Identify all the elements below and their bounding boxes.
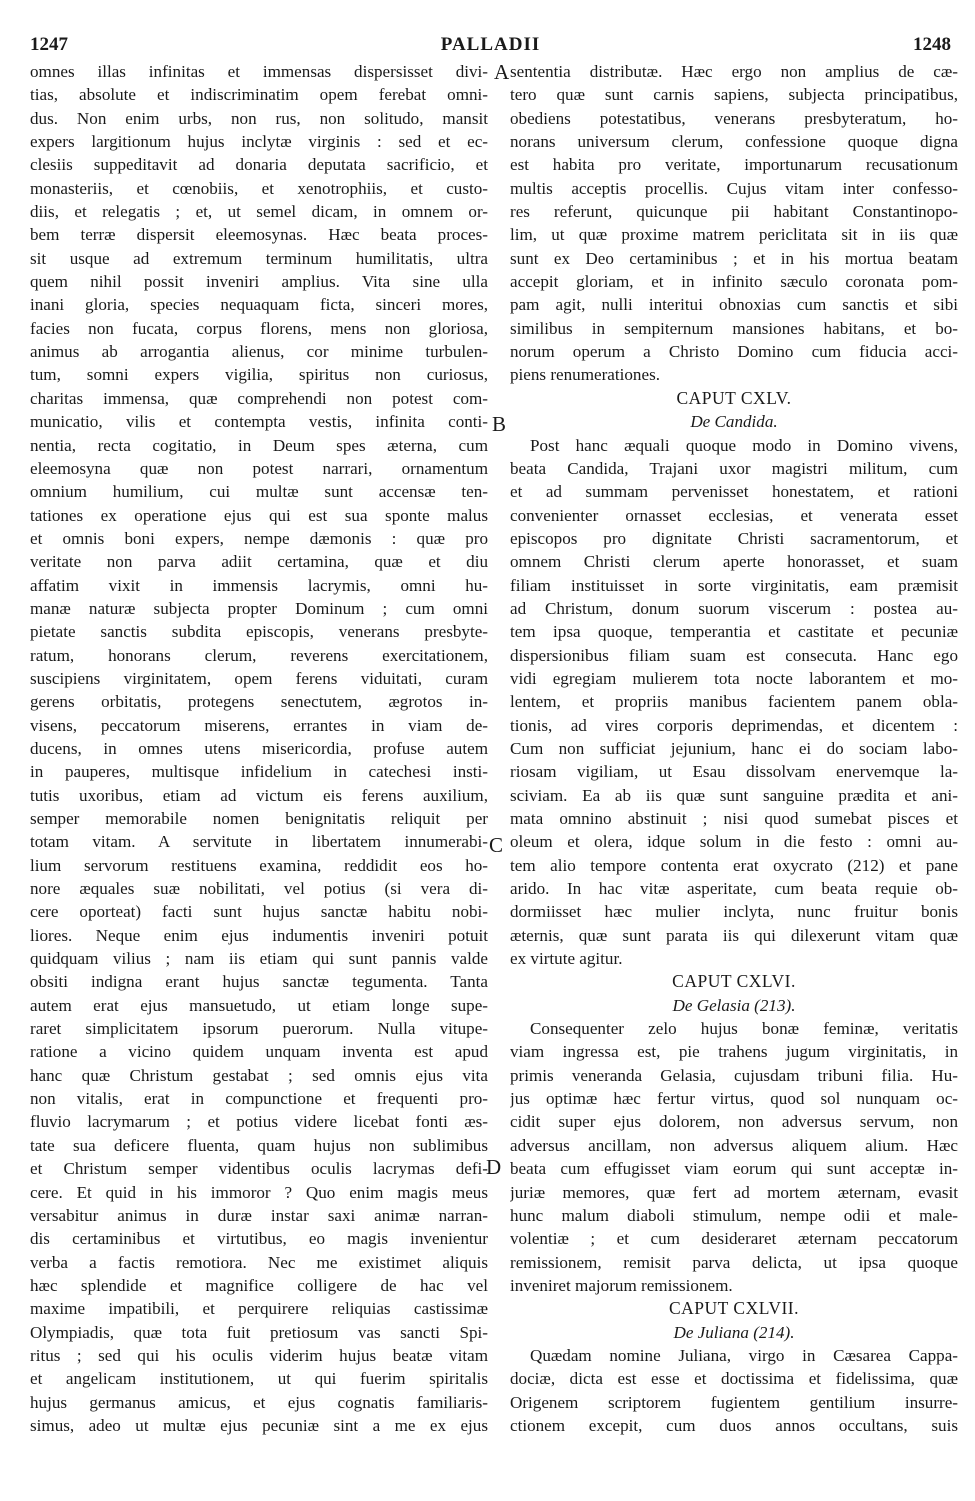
text-line: eleemosyna quæ non potest narrari, ornamentum: [30, 458, 488, 478]
running-title: PALLADII: [440, 34, 541, 55]
text-line: obsiti indigna erant hujus sanctæ tegumenta. Tanta: [30, 972, 488, 992]
text-line: arido. In hac vitæ asperitate, cum beata requie ob-: [510, 879, 958, 899]
text-line: et angelicam institutionem, ut qui fuerim spiritalis: [30, 1369, 488, 1389]
text-line: ad Christum, donum suorum viscerum : postea au-: [510, 598, 958, 618]
text-line: ratum, honorans clerum, reverens exercitationem,: [30, 645, 488, 665]
text-line: quem nihil possit inveniri amplius. Vita sine ulla: [30, 272, 488, 292]
text-line: totam vitam. A servitute in libertatem innumerabi-: [30, 832, 488, 852]
text-line: beata cum effugisset viam eorum qui sunt acceptæ in-: [510, 1159, 958, 1179]
text-line: bem terræ dispersit eleemosynas. Hæc beata proces-: [30, 225, 488, 245]
text-line: pietate sanctis subdita episcopis, venerans presbyte-: [30, 622, 488, 642]
text-line: nentia, recta cogitatio, in Deum spes æterna, cum: [30, 435, 488, 455]
text-line: gerens orbitatis, protegens senectutem, ægrotos in-: [30, 692, 488, 712]
text-line: accepit gloriam, et in infinito sæculo coronata pom-: [510, 272, 958, 292]
text-line: simus, adeo ut multæ ejus pecuniæ sint a me ex ejus: [30, 1415, 488, 1435]
text-line: Olympiadis, quæ tota fuit pretiosum vas sancti Spi-: [30, 1322, 488, 1342]
text-line: municatio, vilis et contempta vestis, infinita conti-: [30, 412, 488, 432]
chapter-heading: CAPUT CXLVII.: [669, 1298, 799, 1319]
text-line: affatim vixit in immensis lacrymis, omni hu-: [30, 575, 488, 595]
text-line: tum, somni expers vigilia, spiritus non curiosus,: [30, 365, 488, 385]
chapter-subtitle: De Gelasia (213).: [672, 995, 796, 1015]
text-line: inani gloria, species nequaquam ficta, sinceri mores,: [30, 295, 488, 315]
text-line: quidquam vilius ; nam iis etiam qui sunt pannis valde: [30, 949, 488, 969]
text-line: est habita pro veritate, importunarum recusationum: [510, 155, 958, 175]
chapter-subtitle: De Candida.: [690, 412, 778, 432]
text-line: verba a factis remotiora. Nec me existimet aliquis: [30, 1252, 488, 1272]
text-line: tionis, ad vires corporis deprimendas, et dicentem :: [510, 715, 958, 735]
text-line: ctionem excepit, cum duos annos occultans, suis: [510, 1415, 958, 1435]
chapter-heading: CAPUT CXLVI.: [672, 971, 796, 992]
text-line: dormiisset hæc mulier inclyta, nunc fruitur bonis: [510, 902, 958, 922]
text-line: res referunt, quicunque pii habitant Constantinopo-: [510, 202, 958, 222]
text-line: dus. Non enim urbs, non rus, non solitudo, mansit: [30, 108, 488, 128]
text-line: multis acceptis procellis. Cujus vitam inter confesso-: [510, 178, 958, 198]
text-line: Quædam nomine Juliana, virgo in Cæsarea Cappa-: [530, 1345, 958, 1365]
section-marker-c: C: [489, 833, 504, 857]
text-line: cere. Et quid in his immoror ? Quo enim magis meus: [30, 1182, 488, 1202]
text-line: Post hanc æquali quoque modo in Domino vivens,: [530, 435, 958, 455]
text-line: et ad summam pervenisset honestatem, et rationi: [510, 482, 958, 502]
text-line: omnem Christi clerum aperte honorasset, et suam: [510, 552, 958, 572]
text-line: liores. Neque enim ejus indumentis inveniri potuit: [30, 925, 488, 945]
page-number-right: 1248: [913, 34, 951, 55]
text-line: expers largitionum hujus inclytæ virginis : sed et ec-: [30, 132, 488, 152]
text-line: mata omnino abstinuit ; nisi quod sumebat pisces et: [510, 809, 958, 828]
chapter-heading: CAPUT CXLV.: [676, 387, 792, 408]
text-line: autem erat ejus mansuetudo, ut etiam longe supe-: [30, 995, 488, 1015]
text-line: Consequenter zelo hujus bonæ feminæ, veritatis: [530, 1019, 958, 1039]
text-line: raret simplicitatem ipsorum puerorum. Nulla vitupe-: [30, 1019, 488, 1039]
text-line: vidi egregiam mulierem tota nocte laborantem et mo-: [510, 668, 958, 688]
text-line: viam ingressa est, pie trahens jugum virginitatis, in: [510, 1042, 958, 1062]
text-line: diis, et relegatis ; et, ut semel dicam, in omnem or-: [30, 202, 488, 222]
text-line: obediens potestatibus, venerans presbyteratum, ho-: [510, 108, 958, 128]
text-line: hunc malum diaboli stimulum, nempe odii et male-: [510, 1205, 958, 1225]
text-line: adversus ancillam, non adversus aliquem alium. Hæc: [510, 1135, 958, 1155]
text-line: ritus ; sed qui his oculis viderim hujus beatæ vitam: [30, 1345, 488, 1365]
text-line: nore æquales suæ nobilitati, vel potius (si vera di-: [30, 879, 488, 899]
section-marker-a: A: [494, 60, 510, 84]
text-line: fluvio lacrymarum ; et potius videre licebat fonti æs-: [30, 1112, 488, 1132]
text-line: tias, absolute et indiscriminatim opem ferebat omni-: [30, 85, 488, 105]
text-line: jus optimæ hæc fertur virtus, quod sol nunquam oc-: [510, 1089, 958, 1109]
text-line: charitas immensa, quæ comprehendi non potest com-: [30, 388, 488, 408]
text-line: in pauperes, multisque infidelium in catechesi insti-: [30, 762, 488, 782]
text-line: primis veneranda Gelasia, cujusdam tribuni filia. Hu-: [510, 1065, 958, 1085]
text-line: non vitalis, erat in compunctione et frequenti pro-: [30, 1089, 488, 1109]
text-line: hanc quæ Christum gestabat ; sed omnis ejus vita: [30, 1065, 488, 1085]
text-line: oleum et olera, idque solum in die festo : omni au-: [510, 832, 958, 852]
text-line: tationes ex operatione ejus qui est sua sponte malus: [30, 505, 488, 525]
text-line: beata Candida, Trajani uxor magistri militum, cum: [510, 458, 958, 478]
text-line: maxime impatibili, et perquirere reliquias castissimæ: [30, 1299, 488, 1319]
text-line: dispersionibus filiam suam est consecuta. Hanc ego: [510, 645, 958, 665]
text-line: juriæ memores, quæ fert ad mortem æternam, evasit: [510, 1182, 958, 1202]
text-line: clesiis suppeditavit ad donaria deputata sacrificio, et: [30, 155, 488, 175]
text-line: ex virtute agitur.: [510, 949, 623, 969]
text-line: et Christum semper videntibus oculis lacrymas defi-: [30, 1159, 488, 1179]
text-line: versabitur animus in duræ instar saxi animæ narran-: [30, 1205, 488, 1225]
text-line: filiam instituisset in sorte virginitatis, eam præmisit: [510, 575, 958, 595]
left-column: [30, 60, 488, 1437]
text-line: tutis uxoribus, etiam ad victum eis ferens auxilium,: [30, 785, 488, 805]
section-marker-d: D: [486, 1155, 502, 1179]
section-marker-b: B: [492, 412, 507, 436]
text-line: episcopos pro dignitate Christi sacramentorum, et: [510, 528, 958, 548]
text-line: cere oporteat) facti sunt hujus sanctæ habitu nobi-: [30, 902, 488, 922]
text-line: norans universum clerum, confessione quoque digna: [510, 132, 958, 152]
text-line: semper memorabile nomen benignitatis reliquit per: [30, 809, 488, 828]
text-line: hæc splendide et magnifice colligere de hac vel: [30, 1275, 488, 1295]
text-line: sententia distributæ. Hæc ergo non amplius de cæ-: [510, 62, 958, 81]
text-line: tero quæ sunt carnis sapiens, subjecta principatibus,: [510, 85, 958, 105]
text-line: lim, ut quæ proxime matrem periclitata sit in iis quæ: [510, 225, 958, 245]
text-line: Origenem scriptorem fugientem gentilium insurre-: [510, 1392, 958, 1412]
text-line: dociæ, dicta est esse et doctissima et fidelissima, quæ: [510, 1369, 958, 1389]
text-line: ducens, in omnes utens misericordia, profuse autem: [30, 738, 488, 758]
right-column: [510, 60, 958, 1437]
text-line: sciviam. Ea ab iis quæ sunt sanguine prædita et ani-: [510, 785, 958, 805]
text-line: manæ naturæ subjecta propter Dominum ; cum omni: [30, 598, 488, 618]
text-line: cidit super ejus dolorem, non adversus servum, non: [510, 1112, 958, 1132]
text-line: visens, peccatorum miserens, errantes in viam de-: [30, 715, 488, 735]
chapter-subtitle: De Juliana (214).: [673, 1322, 795, 1342]
text-line: ratione a vicino quidem unquam inventa est apud: [30, 1042, 488, 1062]
text-line: et omnis boni expers, nempe dæmonis : quæ pro: [30, 528, 488, 548]
text-line: monasteriis, et cœnobiis, et xenotrophiis, et custo-: [30, 178, 488, 198]
text-line: dis certaminibus et virtutibus, eo magis invenientur: [30, 1229, 488, 1249]
text-line: tem alio tempore contenta erat oxycrato (212) et pane: [510, 855, 958, 875]
text-line: lium servorum restituens examina, reddidit eos ho-: [30, 855, 488, 875]
text-line: tem ipsa quoque, temperantia et castitate et pecuniæ: [510, 622, 958, 642]
text-line: lentem, et propriis manibus facientem panem obla-: [510, 692, 958, 712]
text-line: veritate non parva adiit certamina, quæ et diu: [30, 552, 488, 572]
text-line: omnium humilium, cui multæ sunt accensæ ten-: [30, 482, 488, 502]
text-line: similibus in sempiternum mansiones habitans, et bo-: [510, 318, 958, 338]
page-number-left: 1247: [30, 34, 68, 55]
text-line: remissionem, remisit parva delicta, ut ipsa quoque: [510, 1252, 958, 1272]
text-line: sit usque ad extremum terminum humilitatis, ultra: [30, 248, 488, 268]
text-line: sunt ex Deo certaminibus ; et in his mortua beatam: [510, 248, 958, 268]
text-line: animus ab arrogantia alienus, cor minime turbulen-: [30, 342, 488, 362]
text-line: Cum non sufficiat jejunium, hanc ei do sociam labo-: [510, 738, 958, 758]
text-line: tate sua deficere fluenta, quam hujus non sublimibus: [30, 1135, 488, 1155]
text-line: volentiæ ; et cum desideraret æternam peccatorum: [510, 1229, 958, 1249]
text-line: suscipiens virginitatem, opem ferens viduitati, curam: [30, 668, 488, 688]
text-line: piens renumerationes.: [510, 365, 660, 385]
text-line: hujus germanus amicus, et ejus cognatis familiaris-: [30, 1392, 488, 1412]
text-line: inveniret majorum remissionem.: [510, 1275, 733, 1295]
text-line: pam agit, nulli interitui obnoxias cum sanctis et sibi: [510, 295, 958, 315]
text-line: æternis, quæ sunt parata iis qui dilexerunt vitam quæ: [510, 925, 958, 945]
text-line: facies non fucata, corpus florens, mens non gloriosa,: [30, 318, 488, 338]
text-line: riosam vigiliam, ut Esau dissolvam enervemque la-: [510, 762, 958, 782]
text-line: convenienter ornasset ecclesias, et venerata esset: [510, 505, 958, 525]
text-line: norum operum a Christo Domino cum fiducia acci-: [510, 342, 958, 362]
text-line: omnes illas infinitas et immensas dispersisset divi-: [30, 62, 488, 81]
